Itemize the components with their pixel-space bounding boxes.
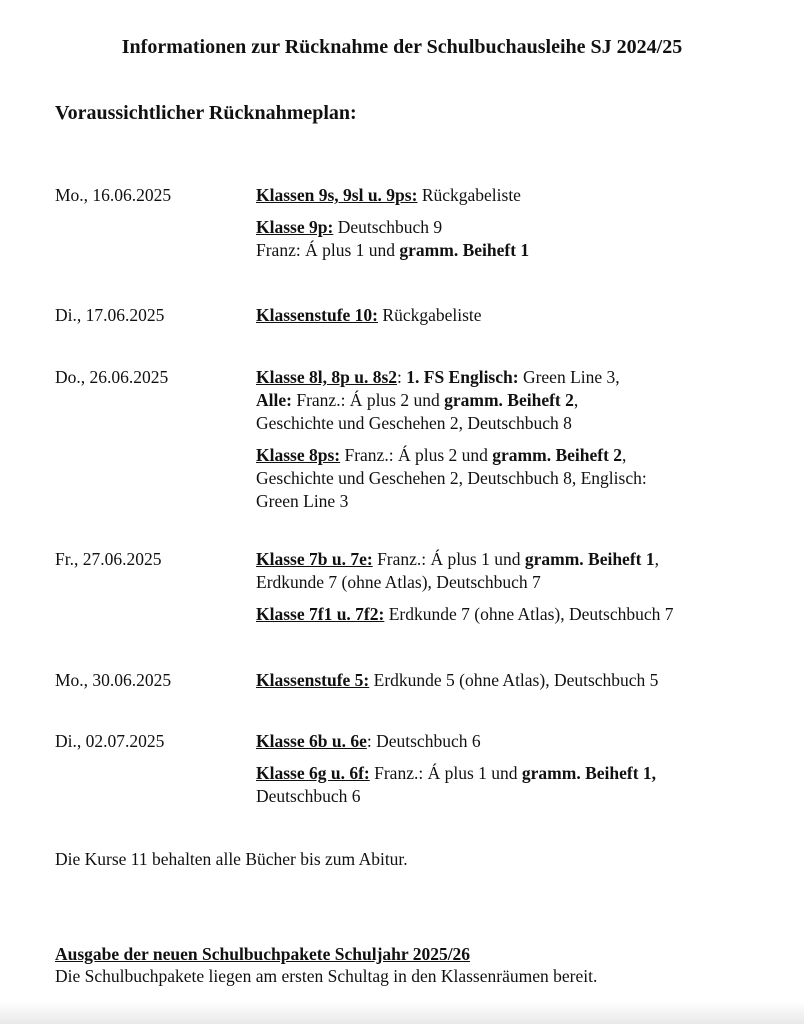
text: Franz.: Á plus 1 und [369, 763, 522, 783]
entry-line [256, 762, 776, 785]
section-heading: Ausgabe der neuen Schulbuchpakete Schuljahr 2025/26 [55, 944, 471, 964]
schedule-entries [256, 304, 776, 327]
schedule-entry [256, 304, 776, 327]
text: Franz.: Á plus 1 und [372, 549, 525, 569]
text: Erdkunde 7 (ohne Atlas), Deutschbuch 7 [384, 604, 674, 624]
schedule-entries [256, 366, 776, 513]
schedule-entry [256, 366, 776, 435]
schedule-entry [256, 548, 776, 594]
section-text: Die Schulbuchpakete liegen am ersten Schultag in den Klassenräumen bereit. [55, 966, 598, 986]
page-edge [0, 1002, 804, 1024]
entry-line [256, 184, 776, 207]
schedule-entry [256, 669, 776, 692]
text: Franz: Á plus 1 und [256, 240, 400, 260]
entry-line [256, 571, 776, 594]
entry-line [256, 389, 776, 412]
entry-line [256, 467, 776, 490]
schedule-date: Di., 02.07.2025 [55, 731, 165, 751]
footnote: Die Kurse 11 behalten alle Bücher bis zum Abitur. [55, 849, 408, 869]
text: , [573, 390, 579, 410]
class-label: Klasse 6g u. 6f: [256, 763, 370, 783]
schedule-date: Mo., 30.06.2025 [55, 670, 172, 690]
schedule-date: Do., 26.06.2025 [55, 367, 169, 387]
text: , [654, 549, 659, 569]
entry-line [256, 603, 776, 626]
entry-line [256, 444, 776, 467]
schedule-date: Di., 17.06.2025 [55, 305, 165, 325]
schedule-date: Fr., 27.06.2025 [55, 549, 162, 569]
bold-text: gramm. Beiheft 1 [399, 240, 530, 260]
entry-line [256, 239, 776, 262]
entry-line [256, 304, 776, 327]
schedule-entry [256, 444, 776, 513]
bold-text: gramm. Beiheft 1 [524, 549, 655, 569]
schedule-entry [256, 730, 776, 753]
class-label: Klasse 7b u. 7e: [256, 549, 373, 569]
entry-line [256, 730, 776, 753]
schedule-entry [256, 603, 776, 626]
text: Green Line 3, [518, 367, 620, 387]
class-label: Klassenstufe 5: [256, 670, 370, 690]
entry-line [256, 366, 776, 389]
entry-line [256, 669, 776, 692]
schedule-heading: Voraussichtlicher Rücknahmeplan: [55, 102, 357, 124]
class-label: Klasse 8l, 8p u. 8s2 [256, 367, 397, 387]
text: Geschichte und Geschehen 2, Deutschbuch 8 [256, 413, 572, 433]
class-label: Klasse 7f1 u. 7f2: [256, 604, 385, 624]
text: Rückgabeliste [378, 305, 482, 325]
class-label: Klasse 9p: [256, 217, 334, 237]
bold-text: gramm. Beiheft 2 [444, 390, 574, 410]
entry-line [256, 548, 776, 571]
text: Green Line 3 [256, 491, 349, 511]
text: : [397, 367, 407, 387]
text: Franz.: Á plus 2 und [291, 390, 445, 410]
schedule-entries [256, 548, 776, 626]
bold-text: Alle: [256, 390, 292, 410]
text: Franz.: Á plus 2 und [340, 445, 493, 465]
class-label: Klasse 8ps: [256, 445, 341, 465]
schedule-entry [256, 762, 776, 808]
class-label: Klassenstufe 10: [256, 305, 379, 325]
text: Geschichte und Geschehen 2, Deutschbuch 8, Englisch: [256, 468, 647, 488]
entry-line [256, 785, 776, 808]
text: Erdkunde 7 (ohne Atlas), Deutschbuch 7 [256, 572, 541, 592]
bold-text: gramm. Beiheft 1, [521, 763, 657, 783]
text: , [622, 445, 627, 465]
schedule-entries [256, 184, 776, 262]
entry-line [256, 490, 776, 513]
text: Deutschbuch 6 [256, 786, 361, 806]
bold-text: 1. FS Englisch: [406, 367, 519, 387]
schedule-entries [256, 669, 776, 692]
entry-line [256, 412, 776, 435]
schedule-entry [256, 184, 776, 207]
schedule-entry [256, 216, 776, 262]
text: Rückgabeliste [417, 185, 521, 205]
schedule-date: Mo., 16.06.2025 [55, 185, 172, 205]
class-label: Klassen 9s, 9sl u. 9ps: [256, 185, 418, 205]
text: : Deutschbuch 6 [366, 731, 481, 751]
entry-line [256, 216, 776, 239]
schedule-entries [256, 730, 776, 808]
text: Deutschbuch 9 [333, 217, 443, 237]
text: Erdkunde 5 (ohne Atlas), Deutschbuch 5 [369, 670, 659, 690]
document-title: Informationen zur Rücknahme der Schulbuchausleihe SJ 2024/25 [121, 36, 683, 58]
bold-text: gramm. Beiheft 2 [492, 445, 623, 465]
class-label: Klasse 6b u. 6e [256, 731, 367, 751]
